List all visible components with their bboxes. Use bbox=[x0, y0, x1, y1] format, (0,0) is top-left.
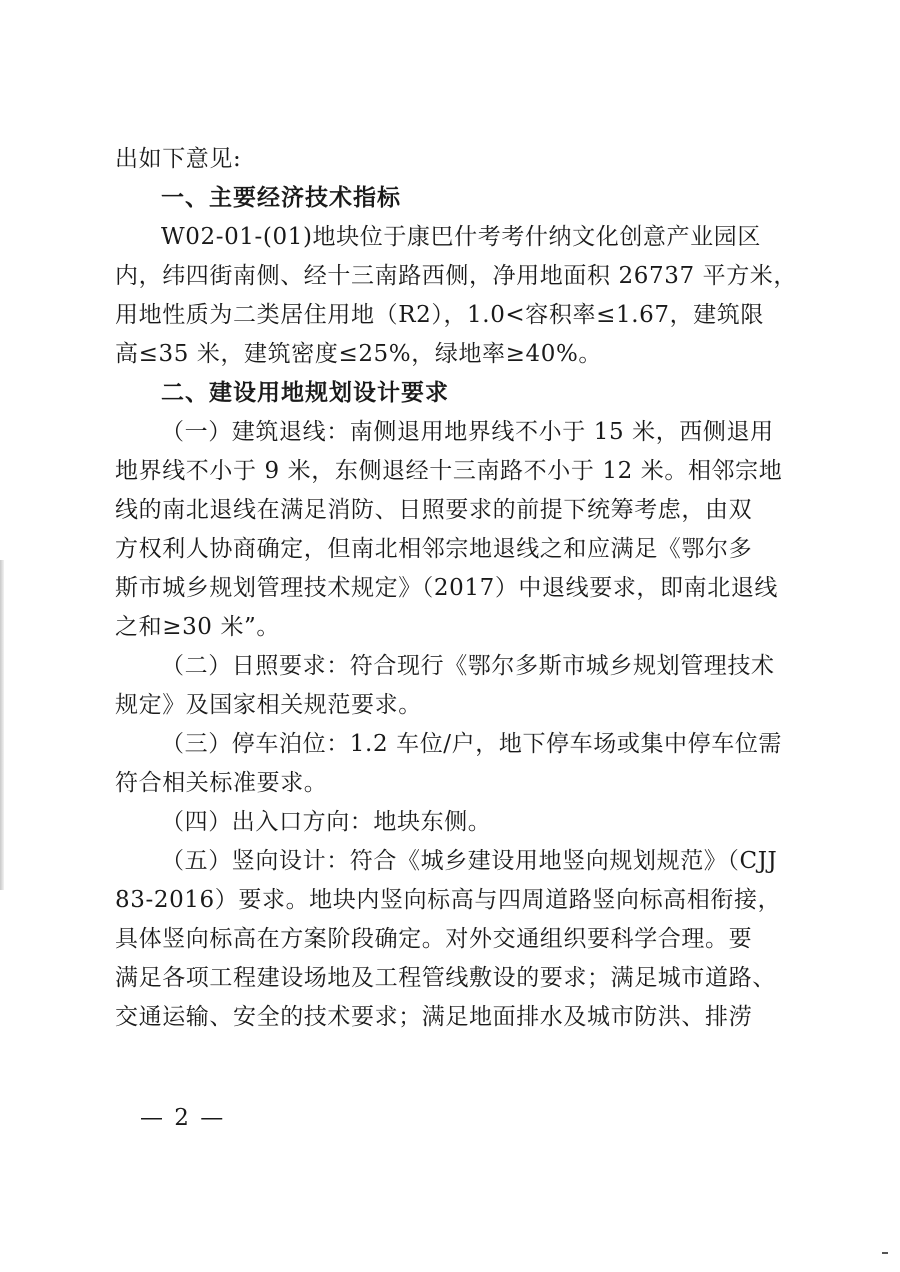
scan-speck bbox=[882, 1252, 888, 1254]
body-line-23: 交通运输、安全的技术要求；满足地面排水及城市防洪、排涝 bbox=[115, 1004, 753, 1030]
body-line-5: 用地性质为二类居住用地（R2），1.0<容积率≤1.67，建筑限 bbox=[115, 302, 764, 328]
body-line-22: 满足各项工程建设场地及工程管线敷设的要求；满足城市道路、 bbox=[115, 965, 776, 991]
section-heading-1: 一、主要经济技术指标 bbox=[161, 185, 401, 211]
body-line-18: （四）出入口方向：地块东侧。 bbox=[161, 809, 492, 835]
body-line-10: 线的南北退线在满足消防、日照要求的前提下统筹考虑，由双 bbox=[115, 497, 753, 523]
body-line-13: 之和≥30 米”。 bbox=[115, 614, 281, 640]
scan-edge-shadow bbox=[0, 560, 4, 890]
page-number: — 2 — bbox=[140, 1105, 226, 1131]
body-line-1: 出如下意见: bbox=[115, 146, 242, 172]
body-line-20: 83-2016）要求。地块内竖向标高与四周道路竖向标高相衔接， bbox=[115, 887, 782, 913]
document-body bbox=[115, 140, 797, 1037]
body-line-12: 斯市城乡规划管理技术规定》（2017）中退线要求，即南北退线 bbox=[115, 575, 779, 601]
body-line-15: 规定》及国家相关规范要求。 bbox=[115, 692, 422, 718]
section-heading-2: 二、建设用地规划设计要求 bbox=[161, 380, 449, 406]
body-line-19: （五）竖向设计：符合《城乡建设用地竖向规划规范》（CJJ bbox=[161, 848, 778, 874]
body-line-6: 高≤35 米，建筑密度≤25%，绿地率≥40%。 bbox=[115, 341, 603, 367]
body-line-3: W02-01-(01)地块位于康巴什考考什纳文化创意产业园区 bbox=[161, 224, 761, 250]
body-line-16: （三）停车泊位：1.2 车位/户，地下停车场或集中停车位需 bbox=[161, 731, 783, 757]
body-line-8: （一）建筑退线：南侧退用地界线不小于 15 米，西侧退用 bbox=[161, 419, 774, 445]
body-line-11: 方权利人协商确定，但南北相邻宗地退线之和应满足《鄂尔多 bbox=[115, 536, 753, 562]
body-line-9: 地界线不小于 9 米，东侧退经十三南路不小于 12 米。相邻宗地 bbox=[115, 458, 783, 484]
body-line-14: （二）日照要求：符合现行《鄂尔多斯市城乡规划管理技术 bbox=[161, 653, 775, 679]
body-line-4: 内，纬四街南侧、经十三南路西侧，净用地面积 26737 平方米， bbox=[115, 263, 797, 289]
body-line-17: 符合相关标准要求。 bbox=[115, 770, 328, 796]
body-line-21: 具体竖向标高在方案阶段确定。对外交通组织要科学合理。要 bbox=[115, 926, 753, 952]
